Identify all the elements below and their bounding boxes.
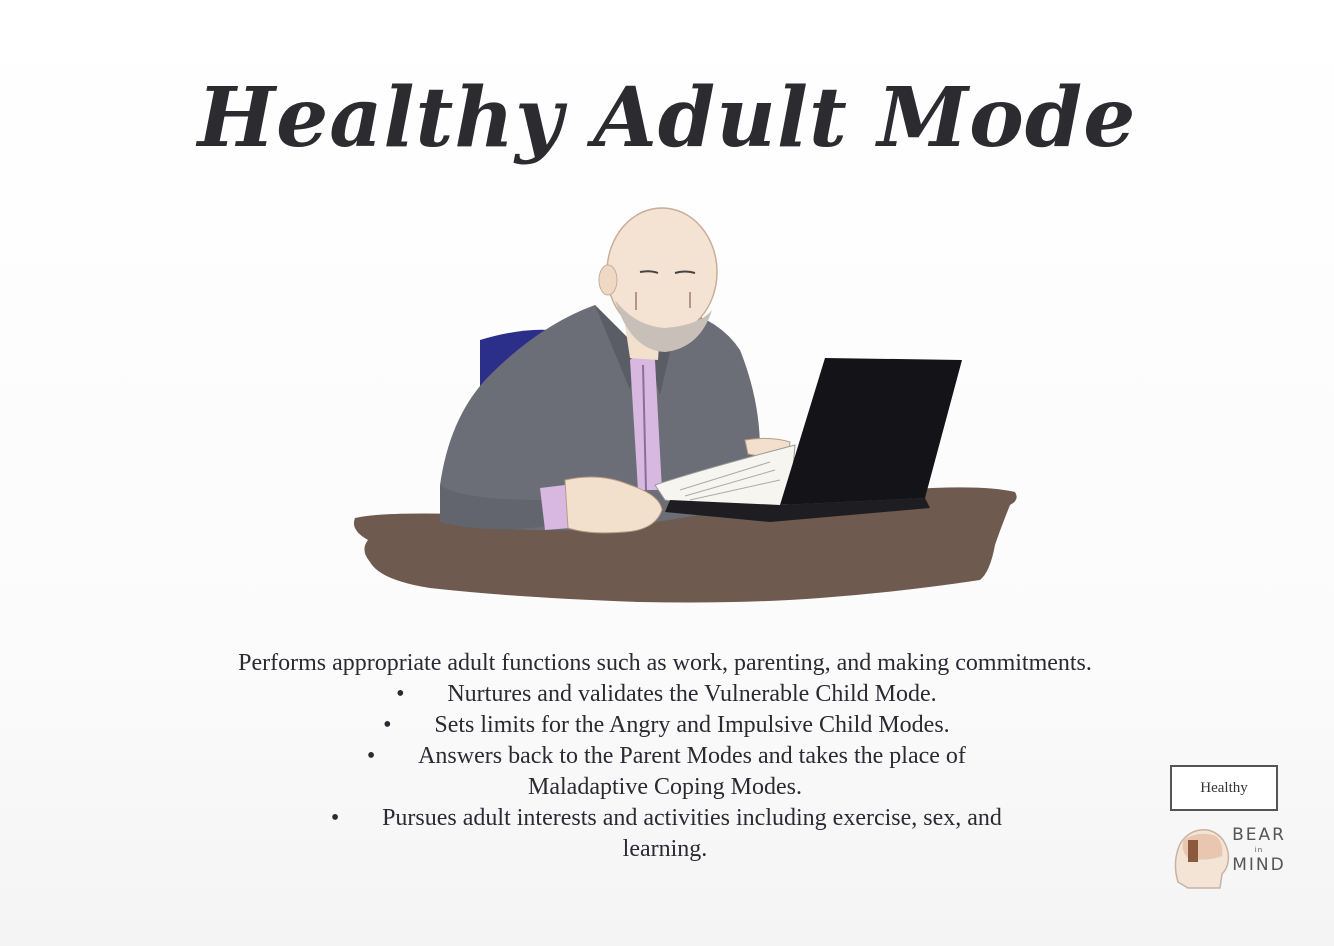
- description-intro: Performs appropriate adult functions such as work, parenting, and making commitments.: [238, 650, 1092, 676]
- bullet-icon: •: [383, 712, 392, 738]
- list-item: • Sets limits for the Angry and Impulsive Child Modes.: [230, 710, 1100, 741]
- laptop: [780, 358, 962, 505]
- description: [230, 648, 1100, 865]
- list-item: • Nurtures and validates the Vulnerable Child Mode.: [230, 679, 1100, 710]
- logo-line-bear: BEAR: [1232, 825, 1286, 845]
- bullet-icon: •: [396, 681, 405, 707]
- list-item: • Answers back to the Parent Modes and takes the place of Maladaptive Coping Modes.: [230, 741, 1100, 803]
- logo-line-mind: MIND: [1232, 855, 1286, 875]
- bullet-icon: •: [330, 805, 340, 831]
- bear-in-mind-logo: [1168, 822, 1288, 894]
- page-title: Healthy Adult Mode: [197, 70, 1137, 166]
- bullet-list: [230, 679, 1100, 865]
- bullet-icon: •: [366, 743, 376, 769]
- brain-head-icon: [1168, 822, 1232, 894]
- man-at-laptop-illustration: [340, 200, 1030, 620]
- list-item: • Pursues adult interests and activities including exercise, sex, and learning.: [230, 803, 1100, 865]
- logo-line-in: in: [1254, 846, 1264, 854]
- category-badge: Healthy: [1170, 765, 1278, 811]
